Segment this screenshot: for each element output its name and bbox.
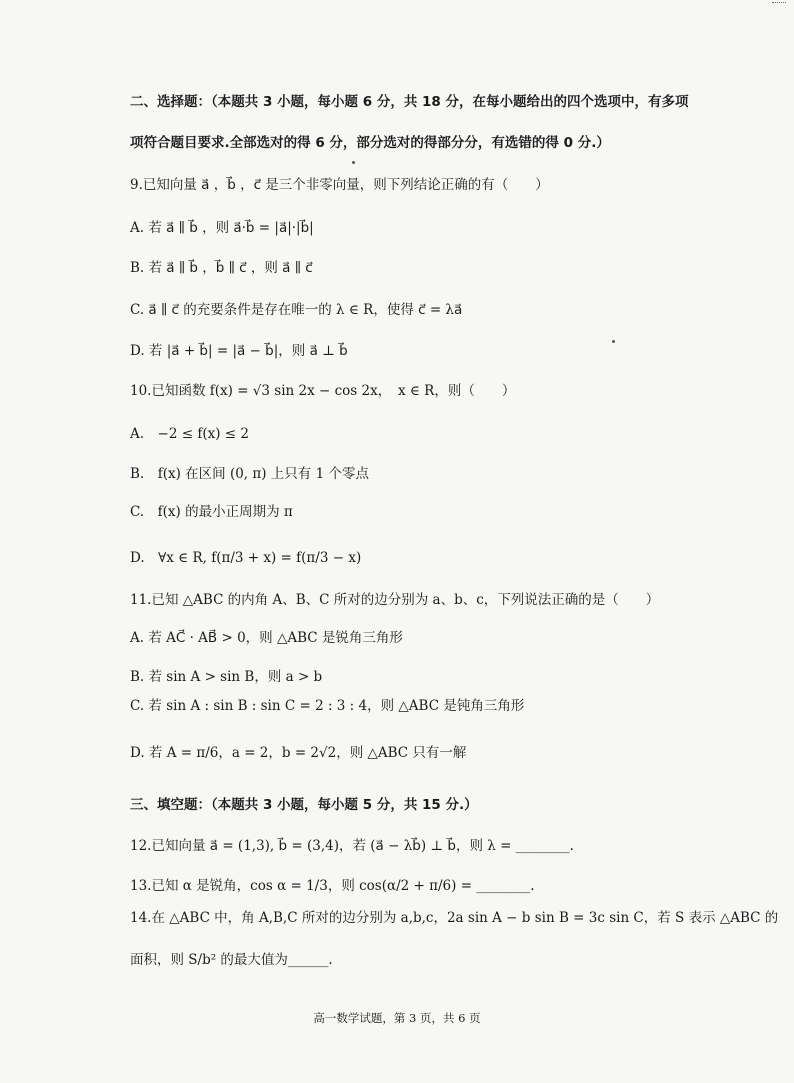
- q11-stem: 11.已知 △ABC 的内角 A、B、C 所对的边分别为 a、b、c，下列说法正确的是（ ）: [130, 592, 660, 608]
- q14-line2: 面积，则 S/b² 的最大值为______.: [130, 952, 333, 968]
- scan-speck: [352, 161, 355, 164]
- q12: 12.已知向量 a⃗ = (1,3), b⃗ = (3,4)，若 (a⃗ − λb⃗) ⊥ b⃗，则 λ = ________.: [130, 838, 574, 854]
- q10-option-c: C. f(x) 的最小正周期为 π: [130, 504, 293, 520]
- q11-option-b: B. 若 sin A > sin B，则 a > b: [130, 669, 323, 685]
- q9-stem: 9.已知向量 a⃗ ，b⃗ ，c⃗ 是三个非零向量，则下列结论正确的有（ ）: [130, 177, 549, 193]
- q11-option-d: D. 若 A = π/6，a = 2，b = 2√2，则 △ABC 只有一解: [130, 745, 467, 761]
- q10-option-a: A. −2 ≤ f(x) ≤ 2: [130, 426, 249, 442]
- section3-header: 三、填空题：（本题共 3 小题，每小题 5 分，共 15 分.）: [130, 797, 478, 813]
- scan-mark: [772, 2, 786, 13]
- section2-header-line1: 二、选择题：（本题共 3 小题，每小题 6 分，共 18 分，在每小题给出的四个选项中，有多项: [130, 94, 689, 110]
- page-footer: 高一数学试题，第 3 页，共 6 页: [313, 1011, 481, 1025]
- scan-speck: [612, 340, 615, 343]
- q11-option-c: C. 若 sin A : sin B : sin C = 2 : 3 : 4，则 △ABC 是钝角三角形: [130, 698, 525, 714]
- q10-option-d: D. ∀x ∈ R, f(π/3 + x) = f(π/3 − x): [130, 550, 362, 566]
- q9-option-c: C. a⃗ ∥ c⃗ 的充要条件是存在唯一的 λ ∈ R，使得 c⃗ = λa⃗: [130, 302, 463, 318]
- q9-option-b: B. 若 a⃗ ∥ b⃗ ，b⃗ ∥ c⃗ ，则 a⃗ ∥ c⃗: [130, 260, 313, 276]
- section2-header-line2: 项符合题目要求.全部选对的得 6 分，部分选对的得部分分，有选错的得 0 分.）: [130, 135, 610, 151]
- q14-line1: 14.在 △ABC 中，角 A,B,C 所对的边分别为 a,b,c，2a sin A − b sin B = 3c sin C，若 S 表示 △ABC 的: [130, 910, 779, 926]
- q10-stem: 10.已知函数 f(x) = √3 sin 2x − cos 2x， x ∈ R，则（ ）: [130, 383, 516, 399]
- q13: 13.已知 α 是锐角，cos α = 1/3，则 cos(α/2 + π/6) = ________.: [130, 878, 535, 894]
- q11-option-a: A. 若 AC⃗ · AB⃗ > 0，则 △ABC 是锐角三角形: [130, 630, 403, 646]
- q9-option-a: A. 若 a⃗ ∥ b⃗ ，则 a⃗·b⃗ = |a⃗|·|b⃗|: [130, 220, 314, 236]
- q9-option-d: D. 若 |a⃗ + b⃗| = |a⃗ − b⃗|，则 a⃗ ⊥ b⃗: [130, 343, 348, 359]
- q10-option-b: B. f(x) 在区间 (0, π) 上只有 1 个零点: [130, 466, 369, 482]
